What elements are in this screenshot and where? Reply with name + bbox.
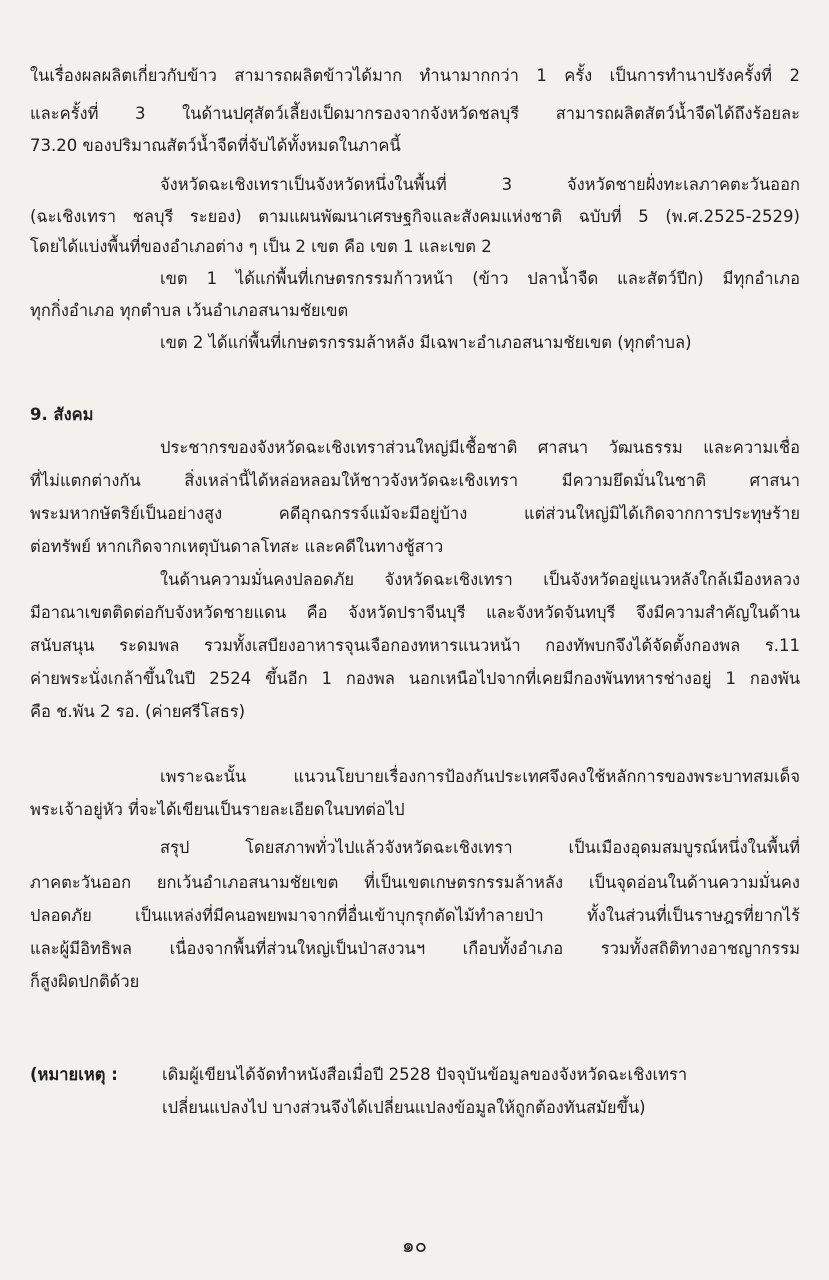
body-text-line: และครั้งที่ 3 ในด้านปศุสัตว์เลี้ยงเป็ดมากรองจากจังหวัดชลบุรี สามารถผลิตสัตว์น้ำจืดได้ถึงร้อยละ bbox=[30, 104, 800, 123]
body-text-line: และผู้มีอิทธิพล เนื่องจากพื้นที่ส่วนใหญ่เป็นป่าสงวนฯ เกือบทั้งอำเภอ รวมทั้งสถิติทางอาชญากรรม bbox=[30, 939, 800, 958]
body-text-line: ก็สูงผิดปกติด้วย bbox=[30, 972, 140, 991]
body-text-line: 73.20 ของปริมาณสัตว์น้ำจืดที่จับได้ทั้งหมดในภาคนี้ bbox=[30, 136, 401, 155]
body-text-line: คือ ช.พัน 2 รอ. (ค่ายศรีโสธร) bbox=[30, 702, 246, 721]
body-text-line: จังหวัดฉะเชิงเทราเป็นจังหวัดหนึ่งในพื้นที่ 3 จังหวัดชายฝั่งทะเลภาคตะวันออก bbox=[160, 175, 800, 194]
body-text-line: ที่ไม่แตกต่างกัน สิ่งเหล่านี้ได้หล่อหลอมให้ชาวจังหวัดฉะเชิงเทรา มีความยึดมั่นในชาติ ศาสนา bbox=[30, 471, 800, 490]
zone-2-text: เขต 2 ได้แก่พื้นที่เกษตรกรรมล้าหลัง มีเฉพาะอำเภอสนามชัยเขต (ทุกตำบล) bbox=[160, 333, 692, 352]
body-text-line: ภาคตะวันออก ยกเว้นอำเภอสนามชัยเขต ที่เป็นเขตเกษตรกรรมล้าหลัง เป็นจุดอ่อนในด้านความมั่นคง bbox=[30, 873, 800, 892]
body-text-line: พระเจ้าอยู่หัว ที่จะได้เขียนเป็นรายละเอียดในบทต่อไป bbox=[30, 800, 405, 819]
note-text: เดิมผู้เขียนได้จัดทำหนังสือเมื่อปี 2528 ปัจจุบันข้อมูลของจังหวัดฉะเชิงเทรา bbox=[162, 1065, 688, 1084]
body-text-line: โดยได้แบ่งพื้นที่ของอำเภอต่าง ๆ เป็น 2 เขต คือ เขต 1 และเขต 2 bbox=[30, 237, 492, 256]
section-heading: 9. สังคม bbox=[30, 405, 94, 424]
body-text-line: (ฉะเชิงเทรา ชลบุรี ระยอง) ตามแผนพัฒนาเศรษฐกิจและสังคมแห่งชาติ ฉบับที่ 5 (พ.ศ.2525-2529) bbox=[30, 207, 800, 226]
body-text-line: ในด้านความมั่นคงปลอดภัย จังหวัดฉะเชิงเทรา เป็นจังหวัดอยู่แนวหลังใกล้เมืองหลวง bbox=[160, 570, 800, 589]
note-label: (หมายเหตุ : bbox=[30, 1065, 118, 1084]
body-text-line: เพราะฉะนั้น แนวนโยบายเรื่องการป้องกันประเทศจึงคงใช้หลักการของพระบาทสมเด็จ bbox=[160, 767, 800, 786]
body-text-line: ค่ายพระนั่งเกล้าขึ้นในปี 2524 ขึ้นอีก 1 กองพล นอกเหนือไปจากที่เคยมีกองพันทหารช่างอยู่ 1 กองพัน bbox=[30, 669, 800, 688]
body-text-line: ในเรื่องผลผลิตเกี่ยวกับข้าว สามารถผลิตข้าวได้มาก ทำนามากกว่า 1 ครั้ง เป็นการทำนาปรังครั้งที่ 2 bbox=[30, 66, 800, 85]
body-text-line: พระมหากษัตริย์เป็นอย่างสูง คดีอุกฉกรรจ์แม้จะมีอยู่บ้าง แต่ส่วนใหญ่มิได้เกิดจากการประทุษร้าย bbox=[30, 504, 800, 523]
body-text-line: ปลอดภัย เป็นแหล่งที่มีคนอพยพมาจากที่อื่นเข้าบุกรุกตัดไม้ทำลายป่า ทั้งในส่วนที่เป็นราษฎรที่ยากไร้ bbox=[30, 906, 800, 925]
zone-1-text: ทุกกิ่งอำเภอ ทุกตำบล เว้นอำเภอสนามชัยเขต bbox=[30, 301, 349, 320]
body-text-line: ต่อทรัพย์ หากเกิดจากเหตุบันดาลโทสะ และคดีในทางชู้สาว bbox=[30, 537, 444, 556]
note-text: เปลี่ยนแปลงไป บางส่วนจึงได้เปลี่ยนแปลงข้อมูลให้ถูกต้องทันสมัยขึ้น) bbox=[162, 1098, 646, 1117]
body-text-line: ประชากรของจังหวัดฉะเชิงเทราส่วนใหญ่มีเชื้อชาติ ศาสนา วัฒนธรรม และความเชื่อ bbox=[160, 438, 800, 457]
body-text-line: มีอาณาเขตติดต่อกับจังหวัดชายแดน คือ จังหวัดปราจีนบุรี และจังหวัดจันทบุรี จึงมีความสำคัญในด้าน bbox=[30, 603, 800, 622]
body-text-line: สรุป โดยสภาพทั่วไปแล้วจังหวัดฉะเชิงเทรา เป็นเมืองอุดมสมบูรณ์หนึ่งในพื้นที่ bbox=[160, 838, 800, 857]
page-number: ๑๐ bbox=[402, 1233, 427, 1257]
body-text-line: สนับสนุน ระดมพล รวมทั้งเสบียงอาหารจุนเจือกองทหารแนวหน้า กองทัพบกจึงได้จัดตั้งกองพล ร.11 bbox=[30, 636, 800, 655]
zone-1-text: เขต 1 ได้แก่พื้นที่เกษตรกรรมก้าวหน้า (ข้าว ปลาน้ำจืด และสัตว์ปีก) มีทุกอำเภอ bbox=[160, 269, 800, 288]
